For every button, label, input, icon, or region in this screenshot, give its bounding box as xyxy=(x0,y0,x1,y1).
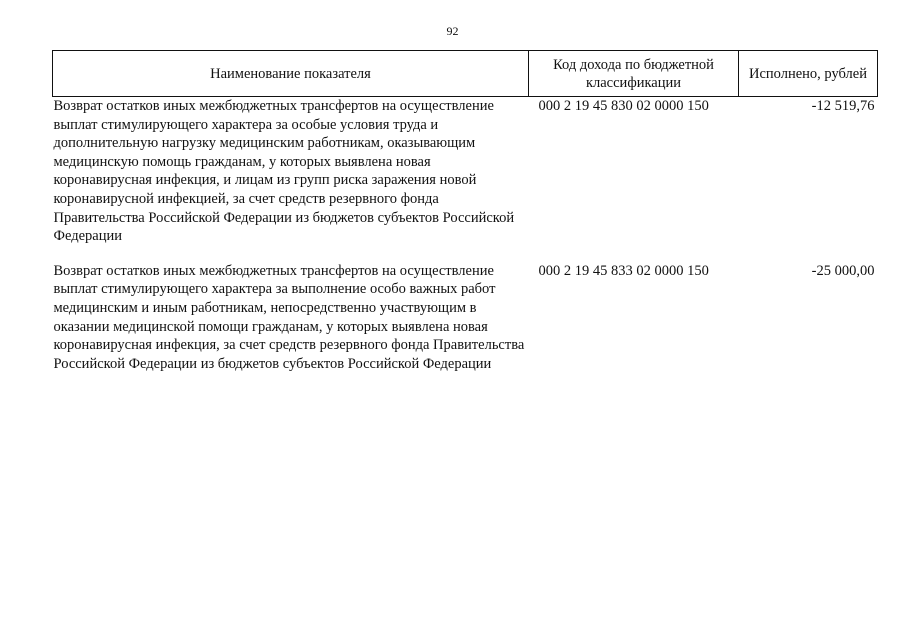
indicator-name-cell: Возврат остатков иных межбюджетных трансфертов на осуществление выплат стимулирующего характера за особые условия труда и дополнительную нагрузку медицинским работникам, оказывающим медицинскую помощь гражданам, у которых выявлена новая коронавирусная инфекция, и лицам из групп риска заражения новой коронавирусной инфекцией, за счет средств резервного фонда Правительства Российской Федерации из бюджетов субъектов Российской Федерации xyxy=(53,98,515,245)
executed-amount-cell: -25 000,00 xyxy=(811,262,875,279)
indicator-name-cell: Возврат остатков иных межбюджетных трансфертов на осуществление выплат стимулирующего характера за выполнение особо важных работ медицинским и иным работникам, непосредственно участвующим в оказании медицинской помощи гражданам, у которых выявлена новая коронавирусная инфекция, за счет средств резервного фонда Правительства Российской Федерации из бюджетов субъектов Российской Федерации xyxy=(53,262,525,372)
page-number: 92 xyxy=(446,24,459,38)
income-code-cell: 000 2 19 45 833 02 0000 150 xyxy=(538,262,709,279)
executed-amount-cell: -12 519,76 xyxy=(811,98,875,114)
header-executed-amount: Исполнено, рублей xyxy=(739,51,878,97)
table-header-row xyxy=(53,51,878,97)
table-row xyxy=(53,97,878,262)
table-row xyxy=(53,262,878,374)
income-code-cell: 000 2 19 45 830 02 0000 150 xyxy=(538,98,709,114)
budget-execution-table xyxy=(52,50,878,373)
header-income-code: Код дохода по бюджетной классификации xyxy=(529,51,739,97)
header-indicator-name: Наименование показателя xyxy=(53,51,529,97)
